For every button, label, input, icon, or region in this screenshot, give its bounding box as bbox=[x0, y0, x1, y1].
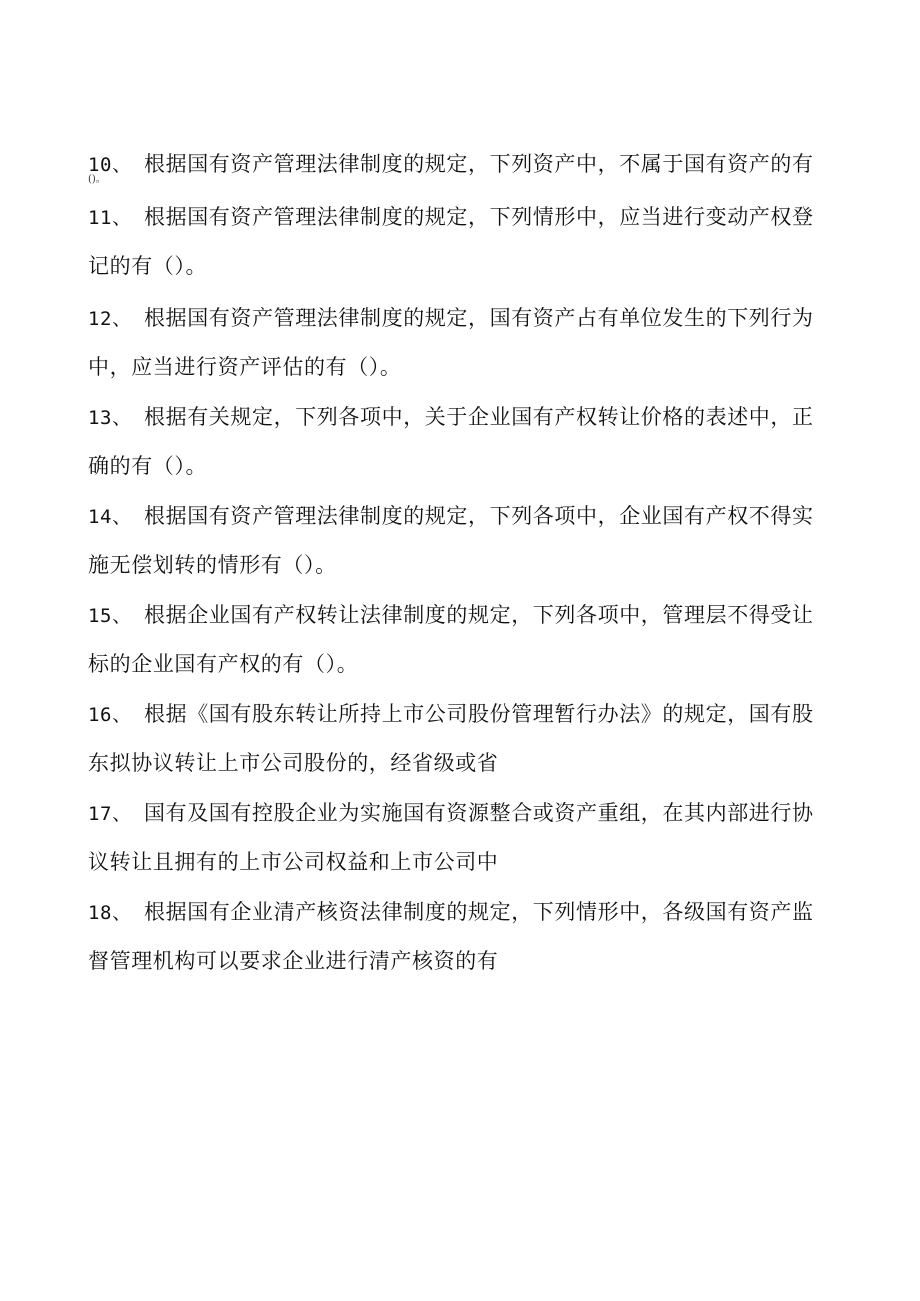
question-17 bbox=[88, 789, 828, 886]
question-10 bbox=[88, 140, 828, 189]
question-text: 根据国有资产管理法律制度的规定，下列各项中，企业国有产权不得实施无偿划转的情形有（）。 bbox=[88, 504, 814, 577]
question-14 bbox=[88, 492, 828, 589]
question-number: 15、 bbox=[88, 605, 132, 627]
question-text: 根据国有企业清产核资法律制度的规定，下列情形中，各级国有资产监督管理机构可以要求企业进行清产核资的有 bbox=[88, 900, 814, 973]
question-18 bbox=[88, 888, 828, 985]
question-text: 根据《国有股东转让所持上市公司股份管理暂行办法》的规定，国有股东拟协议转让上市公司股份的，经省级或省 bbox=[88, 702, 814, 775]
question-number: 10、 bbox=[88, 154, 132, 176]
question-11 bbox=[88, 193, 828, 290]
question-number: 18、 bbox=[88, 902, 132, 924]
question-text: 根据有关规定，下列各项中，关于企业国有产权转让价格的表述中，正确的有（）。 bbox=[88, 405, 814, 478]
question-number: 16、 bbox=[88, 704, 132, 726]
question-text: 根据企业国有产权转让法律制度的规定，下列各项中，管理层不得受让标的企业国有产权的有（）。 bbox=[88, 603, 814, 676]
question-10-tail: ()。 bbox=[88, 174, 106, 185]
question-number: 17、 bbox=[88, 803, 132, 825]
question-16 bbox=[88, 690, 828, 787]
question-text: 根据国有资产管理法律制度的规定，下列情形中，应当进行变动产权登记的有（）。 bbox=[88, 205, 814, 278]
question-number: 13、 bbox=[88, 407, 132, 429]
question-13 bbox=[88, 393, 828, 490]
question-text: 根据国有资产管理法律制度的规定，下列资产中，不属于国有资产的有 bbox=[144, 152, 814, 176]
question-12 bbox=[88, 294, 828, 391]
question-text: 国有及国有控股企业为实施国有资源整合或资产重组，在其内部进行协议转让且拥有的上市公司权益和上市公司中 bbox=[88, 801, 814, 874]
question-number: 12、 bbox=[88, 308, 132, 330]
question-number: 11、 bbox=[88, 207, 132, 229]
question-15 bbox=[88, 591, 828, 688]
question-text: 根据国有资产管理法律制度的规定，国有资产占有单位发生的下列行为中，应当进行资产评估的有（）。 bbox=[88, 306, 814, 379]
question-number: 14、 bbox=[88, 506, 132, 528]
